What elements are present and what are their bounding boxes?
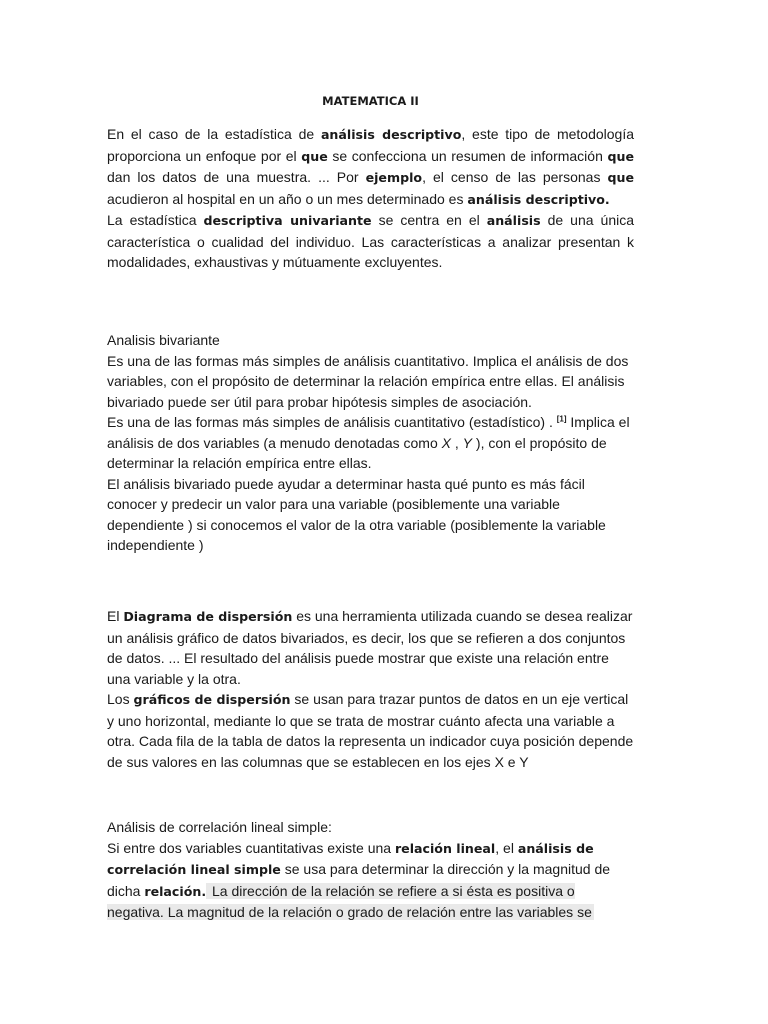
text: se usa para determinar la dirección y la magnitud de dicha: [107, 861, 611, 899]
bold-term: Diagrama de dispersión: [123, 609, 293, 624]
bold-term: análisis descriptivo: [320, 127, 462, 142]
paragraph: Es una de las formas más simples de análisis cuantitativo. Implica el análisis de dos variables, con el propósito de determinar la relación empírica entre ellas. El análisis bivariado puede ser útil para probar hipótesis simples de asociación.: [107, 352, 629, 410]
text: Implica el análisis de dos variables (a menudo denotadas como: [107, 414, 630, 451]
bold-term: análisis de correlación lineal simple: [107, 840, 594, 877]
text: Los: [107, 691, 134, 707]
section-descriptive-analysis: [107, 124, 634, 273]
variable-x: X: [441, 434, 451, 451]
text: El: [107, 608, 124, 624]
document-title: MATEMATICA II: [322, 94, 419, 108]
section-linear-correlation: [107, 817, 634, 923]
variable-y: Y: [462, 434, 473, 451]
bold-term: que: [607, 170, 634, 185]
paragraph: [107, 412, 634, 474]
footnote-reference[interactable]: [1]: [556, 414, 567, 424]
text: acudieron al hospital en un año o un mes determinado es: [107, 190, 468, 207]
text: de una única característica o cualidad del individuo. Las características a analizar presentan k modalidades, exhaustivas y mútuamente excluyentes.: [107, 212, 634, 270]
text: ,: [451, 434, 463, 451]
bold-term: relación.: [144, 883, 207, 899]
text: se centra en el: [371, 212, 487, 228]
text: Si entre dos variables cuantitativas existe una: [107, 839, 395, 856]
text: se usan para trazar puntos de datos en un eje vertical y uno horizontal, mediante lo que se trata de mostrar cuánto afecta una variable a otra. Cada fila de la tabla de datos la representa un indicador cuya posición depende de sus valores en las columnas que se establecen en los ejes X e Y: [107, 691, 634, 770]
text: , el censo de las personas: [422, 169, 608, 185]
text: es una herramienta utilizada cuando se desea realizar un análisis gráfico de datos bivariados, es decir, los que se refieren a dos conjuntos de datos. ... El resultado del análisis puede mostrar que existe una relación entre una variable y la otra.: [107, 608, 633, 687]
section-bivariate: [107, 330, 634, 556]
bold-term: gráficos de dispersión: [133, 692, 291, 707]
text: dan los datos de una muestra. ... Por: [107, 169, 366, 185]
bold-term: análisis: [486, 213, 541, 228]
section-heading: Análisis de correlación lineal simple:: [107, 819, 332, 835]
bold-term: que: [607, 148, 634, 164]
text: Es una de las formas más simples de análisis cuantitativo (estadístico) .: [107, 414, 557, 430]
paragraph: [107, 838, 634, 923]
text: , el: [495, 839, 518, 856]
bold-term: descriptiva univariante: [203, 213, 372, 228]
section-heading: Analisis bivariante: [107, 332, 220, 348]
paragraph-univariate: [107, 210, 634, 273]
paragraph: [107, 606, 634, 689]
bold-term: que: [301, 148, 328, 164]
paragraph: El análisis bivariado puede ayudar a determinar hasta qué punto es más fácil conocer y predecir un valor para una variable (posiblemente una variable dependiente ) si conocemos el valor de la otra variable (posiblemente la variable independiente ): [107, 475, 606, 553]
text: La estadística: [107, 212, 204, 228]
highlighted-text: La dirección de la relación se refiere a si ésta es positiva o negativa. La magnitud de la relación o grado de relación entre las variables se: [107, 882, 592, 920]
bold-term: relación lineal: [394, 840, 496, 856]
text: se confecciona un resumen de información: [327, 147, 608, 164]
text: En el caso de la estadística de: [107, 126, 321, 142]
text: ), con el propósito de determinar la relación empírica entre ellas.: [107, 434, 607, 471]
section-scatter-diagram: [107, 606, 634, 772]
bold-term: análisis descriptivo.: [467, 191, 610, 207]
paragraph: [107, 689, 634, 772]
text: , este tipo de metodología proporciona un enfoque por el: [107, 126, 634, 164]
paragraph-descriptive: [107, 124, 634, 210]
bold-term: ejemplo: [365, 170, 423, 185]
